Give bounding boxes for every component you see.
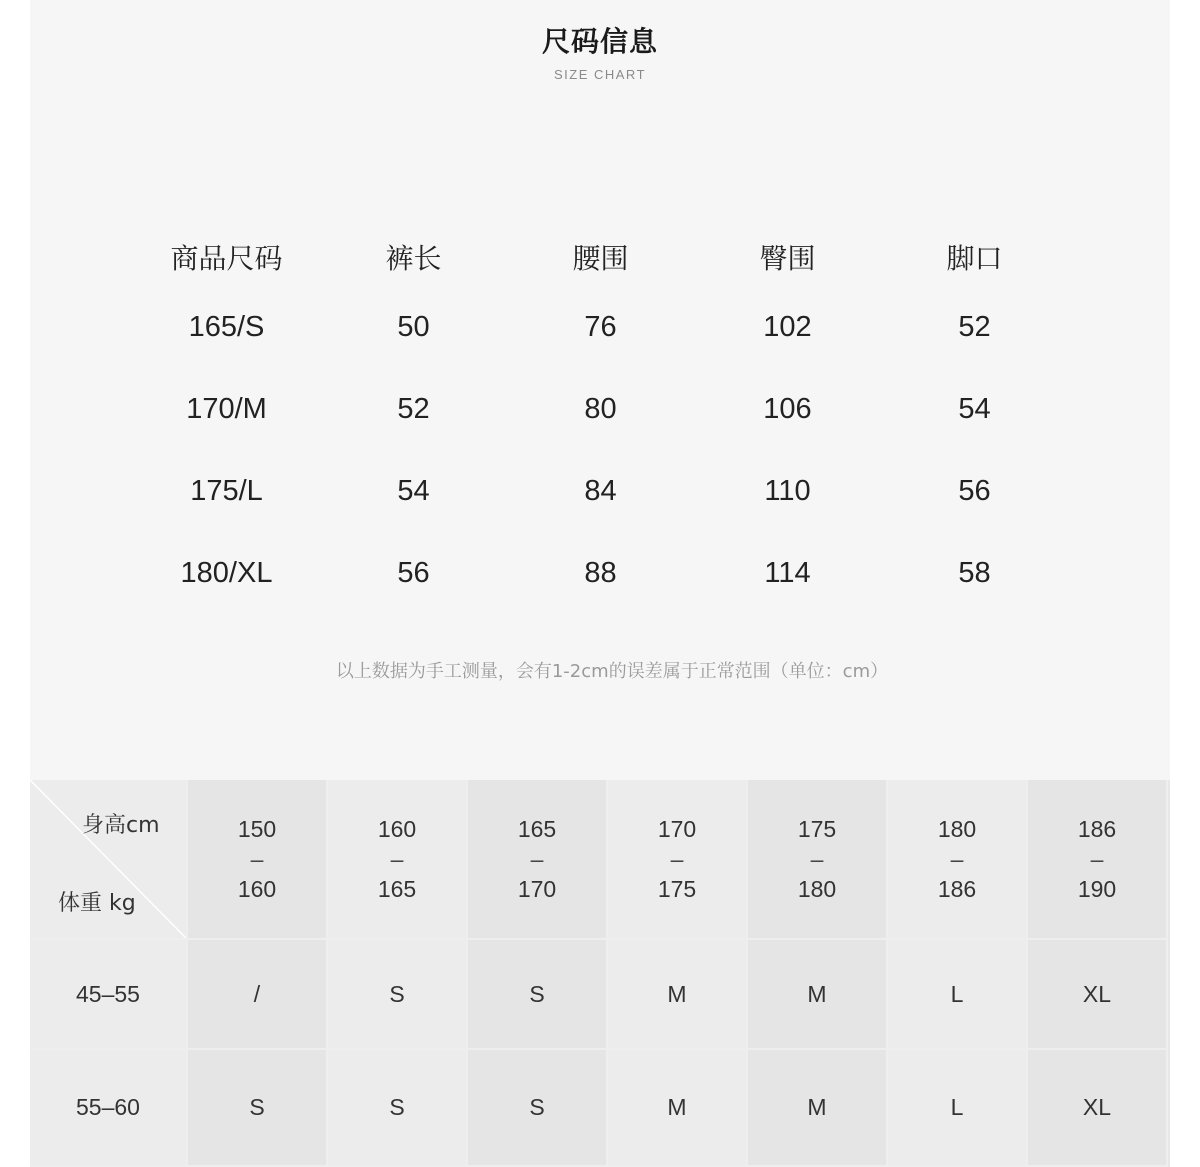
waist-cell: 76 (584, 310, 617, 343)
recommended-size: XL (1028, 1050, 1168, 1167)
height-range-header (888, 780, 1028, 940)
recommended-size: M (608, 1050, 748, 1167)
size-cell: 180/XL (180, 556, 273, 589)
hip-cell: 114 (764, 556, 811, 589)
column-header: 商品尺码 (170, 242, 283, 275)
recommended-size: S (468, 940, 608, 1050)
length-cell: 54 (397, 474, 430, 507)
height-from: 170 (657, 816, 697, 842)
height-range-header (748, 780, 888, 940)
height-to: 190 (1077, 876, 1117, 902)
height-range-header (1028, 780, 1168, 940)
waist-cell: 84 (584, 474, 617, 507)
height-from: 160 (377, 816, 417, 842)
height-range-header (188, 780, 328, 940)
recommended-size: S (328, 1050, 468, 1167)
height-from: 175 (797, 816, 837, 842)
height-range-header (608, 780, 748, 940)
weight-range-label: 55–60 (30, 1050, 188, 1167)
measurement-note: 以上数据为手工测量，会有1-2cm的误差属于正常范围（单位：cm） (335, 661, 889, 682)
waist-cell: 88 (584, 556, 617, 589)
weight-range-label: 45–55 (30, 940, 188, 1050)
range-dash: – (530, 846, 544, 872)
size-table-header (133, 228, 1068, 286)
range-dash: – (810, 846, 824, 872)
size-cell: 175/L (190, 474, 263, 507)
range-dash: – (950, 846, 964, 872)
recommended-size: / (188, 940, 328, 1050)
recommended-size: L (888, 1050, 1028, 1167)
height-range-header (328, 780, 468, 940)
hem-cell: 54 (958, 392, 991, 425)
grid-corner-cell (30, 780, 188, 940)
range-dash: – (1090, 846, 1104, 872)
hem-cell: 58 (958, 556, 991, 589)
waist-cell: 80 (584, 392, 617, 425)
table-row (133, 450, 1068, 532)
hip-cell: 106 (763, 392, 812, 425)
range-dash: – (670, 846, 684, 872)
height-to: 165 (377, 876, 417, 902)
height-to: 170 (517, 876, 557, 902)
table-row (133, 286, 1068, 368)
range-dash: – (390, 846, 404, 872)
height-from: 150 (237, 816, 277, 842)
height-range-header (468, 780, 608, 940)
hem-cell: 52 (958, 310, 991, 343)
hip-cell: 102 (763, 310, 812, 343)
height-axis-label: 身高cm (82, 813, 160, 838)
height-from: 165 (517, 816, 557, 842)
size-recommendation-grid (30, 780, 1170, 1167)
weight-axis-label: 体重 kg (58, 891, 136, 916)
height-from: 180 (937, 816, 977, 842)
recommended-size: M (748, 940, 888, 1050)
length-cell: 52 (397, 392, 430, 425)
column-header: 腰围 (572, 242, 629, 275)
recommended-size: XL (1028, 940, 1168, 1050)
column-header: 脚口 (946, 242, 1003, 275)
recommended-size: L (888, 940, 1028, 1050)
hem-cell: 56 (958, 474, 991, 507)
table-row (133, 368, 1068, 450)
height-to: 175 (657, 876, 697, 902)
recommended-size: S (468, 1050, 608, 1167)
height-from: 186 (1077, 816, 1117, 842)
height-to: 186 (937, 876, 977, 902)
column-header: 臀围 (759, 242, 816, 275)
size-table (133, 228, 1068, 614)
recommended-size: M (748, 1050, 888, 1167)
range-dash: – (250, 846, 264, 872)
page-subtitle: SIZE CHART (553, 67, 647, 82)
page-title: 尺码信息 (541, 25, 658, 58)
size-cell: 165/S (188, 310, 265, 343)
recommended-size: S (188, 1050, 328, 1167)
length-cell: 50 (397, 310, 430, 343)
height-to: 180 (797, 876, 837, 902)
size-cell: 170/M (186, 392, 267, 425)
height-to: 160 (237, 876, 277, 902)
recommended-size: M (608, 940, 748, 1050)
length-cell: 56 (397, 556, 430, 589)
recommended-size: S (328, 940, 468, 1050)
column-header: 裤长 (385, 242, 442, 275)
table-row (133, 532, 1068, 614)
hip-cell: 110 (764, 474, 811, 507)
